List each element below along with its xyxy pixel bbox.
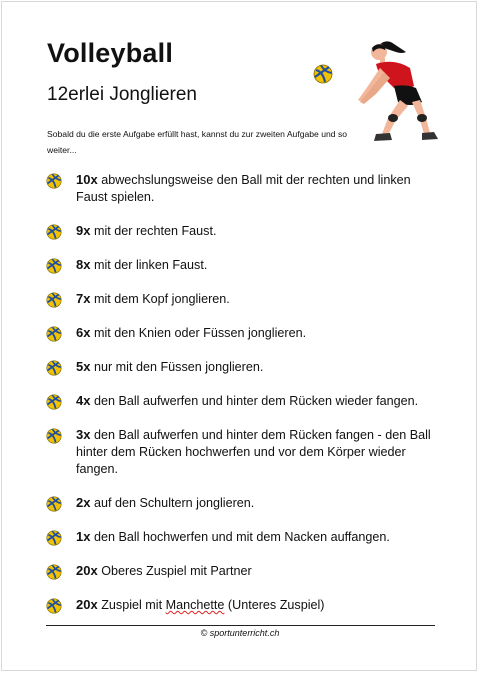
volleyball-icon: [46, 428, 62, 444]
volleyball-icon: [46, 292, 62, 308]
repetition-count: 8x: [76, 257, 91, 272]
volleyball-icon: [46, 496, 62, 512]
exercise-text: Oberes Zuspiel mit Partner: [97, 564, 252, 578]
list-item: [46, 426, 441, 478]
repetition-count: 3x: [76, 427, 91, 442]
intro-text: Sobald du die erste Aufgabe erfüllt hast, kannst du zur zweiten Aufgabe und so weiter...: [47, 129, 348, 155]
list-item: [46, 562, 441, 580]
list-item: [46, 222, 441, 240]
exercise-text: (Unteres Zuspiel): [224, 598, 325, 612]
volleyball-icon: [46, 173, 62, 189]
exercise-text: mit den Knien oder Füssen jonglieren.: [90, 326, 307, 340]
volleyball-icon: [46, 394, 62, 410]
list-item: [46, 596, 441, 614]
list-item: [46, 528, 441, 546]
volleyball-icon: [46, 530, 62, 546]
footer-divider: [46, 625, 435, 626]
exercise-text: mit der rechten Faust.: [90, 224, 217, 238]
volleyball-icon: [46, 360, 62, 376]
repetition-count: 10x: [76, 172, 98, 187]
repetition-count: 20x: [76, 597, 98, 612]
repetition-count: 4x: [76, 393, 91, 408]
exercise-text: Zuspiel mit: [97, 598, 166, 612]
volleyball-icon: [313, 64, 333, 84]
exercise-list: [46, 171, 441, 614]
repetition-count: 6x: [76, 325, 91, 340]
exercise-text: mit dem Kopf jonglieren.: [90, 292, 230, 306]
list-item: [46, 358, 441, 376]
volleyball-icon: [46, 564, 62, 580]
repetition-count: 2x: [76, 495, 91, 510]
list-item: [46, 392, 441, 410]
footer-copyright: © sportunterricht.ch: [200, 628, 280, 638]
exercise-text: den Ball aufwerfen und hinter dem Rücken wieder fangen.: [90, 394, 419, 408]
repetition-count: 9x: [76, 223, 91, 238]
list-item: [46, 324, 441, 342]
repetition-count: 1x: [76, 529, 91, 544]
list-item: [46, 171, 441, 206]
exercise-text: nur mit den Füssen jonglieren.: [90, 360, 264, 374]
page-title: Volleyball: [47, 38, 174, 68]
list-item: [46, 290, 441, 308]
repetition-count: 20x: [76, 563, 98, 578]
exercise-text: den Ball hochwerfen und mit dem Nacken auffangen.: [90, 530, 390, 544]
repetition-count: 7x: [76, 291, 91, 306]
volleyball-icon: [46, 326, 62, 342]
volleyball-player-illustration: [348, 38, 440, 146]
repetition-count: 5x: [76, 359, 91, 374]
exercise-text: den Ball aufwerfen und hinter dem Rücken fangen - den Ball hinter dem Rücken hochwerfen und vor dem Körper wieder fangen.: [76, 428, 431, 476]
page-subtitle: 12erlei Jonglieren: [47, 84, 197, 105]
exercise-text: abwechslungsweise den Ball mit der rechten und linken Faust spielen.: [76, 173, 411, 204]
spellcheck-word: Manchette: [165, 598, 225, 612]
list-item: [46, 494, 441, 512]
volleyball-icon: [46, 598, 62, 614]
volleyball-icon: [46, 224, 62, 240]
volleyball-icon: [46, 258, 62, 274]
list-item: [46, 256, 441, 274]
exercise-text: mit der linken Faust.: [90, 258, 208, 272]
exercise-text: auf den Schultern jonglieren.: [90, 496, 255, 510]
